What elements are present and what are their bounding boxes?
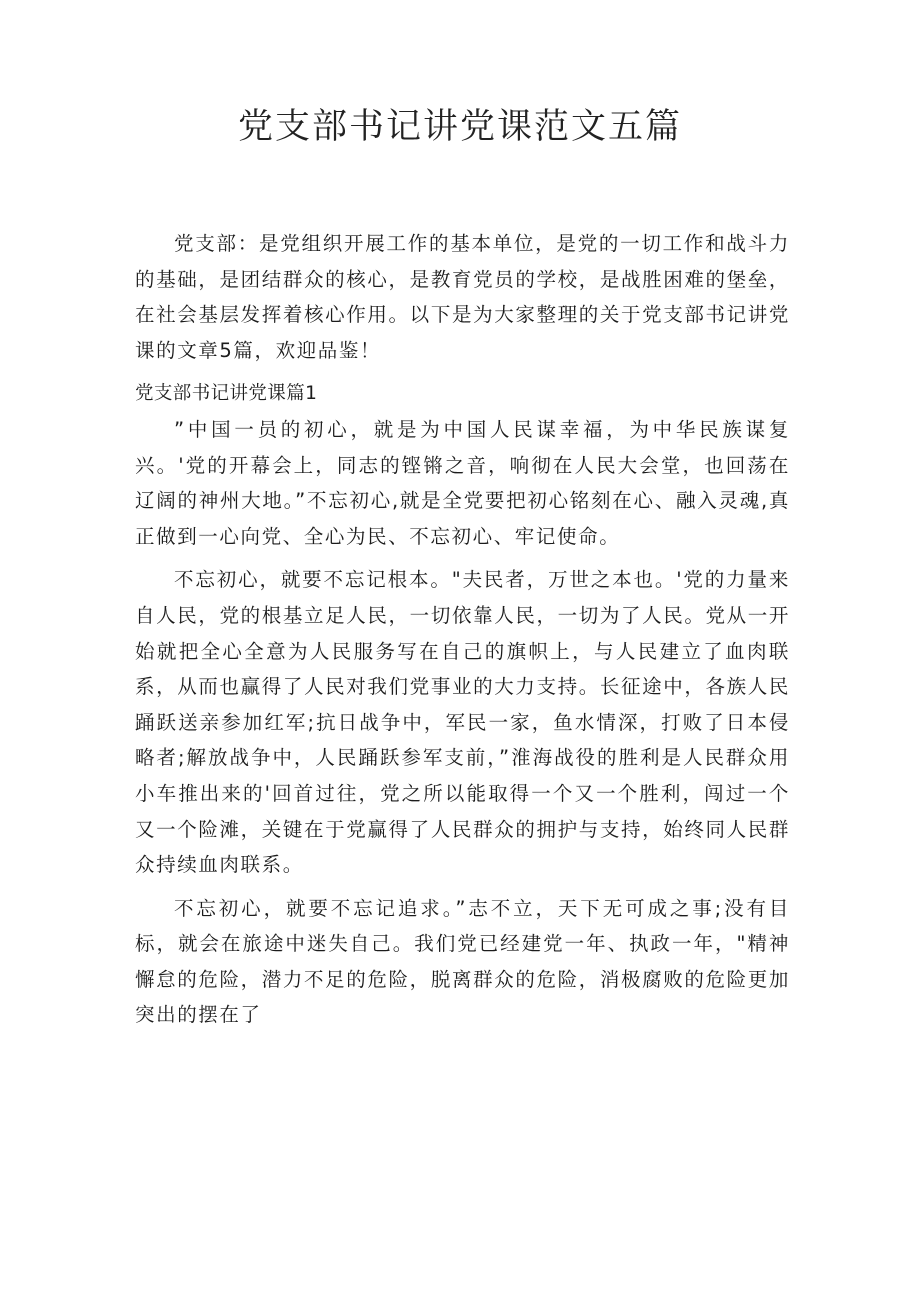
intro-paragraph: 党支部：是党组织开展工作的基本单位，是党的一切工作和战斗力的基础，是团结群众的核心，是教育党员的学校，是战胜困难的堡垒，在社会基层发挥着核心作用。以下是为大家整理的关于党支部书记讲党课的文章5篇，欢迎品鉴！ bbox=[135, 232, 790, 362]
body-paragraph-1: ”中国一员的初心，就是为中国人民谋幸福，为中华民族谋复兴。'党的开幕会上，同志的铿锵之音，响彻在人民大会堂，也回荡在辽阔的神州大地。”不忘初心,就是全党要把初心铭刻在心、融入灵魂,真正做到一心向党、全心为民、不忘初心、牢记使命。 bbox=[135, 417, 790, 548]
document-body bbox=[135, 226, 790, 1033]
body-paragraph-2: 不忘初心，就要不忘记根本。"夫民者，万世之本也。'党的力量来自人民，党的根基立足人民，一切依靠人民，一切为了人民。党从一开始就把全心全意为人民服务写在自己的旗帜上，与人民建立了血肉联系，从而也赢得了人民对我们党事业的大力支持。长征途中，各族人民踊跃送亲参加红军;抗日战争中，军民一家，鱼水情深，打败了日本侵略者;解放战争中，人民踊跃参军支前，”淮海战役的胜利是人民群众用小车推出来的'回首过往，党之所以能取得一个又一个胜利，闯过一个又一个险滩，关键在于党赢得了人民群众的拥护与支持，始终同人民群众持续血肉联系。 bbox=[135, 568, 790, 877]
document-title: 党支部书记讲党课范文五篇 bbox=[237, 107, 682, 147]
body-paragraph-3: 不忘初心，就要不忘记追求。”志不立，天下无可成之事;没有目标，就会在旅途中迷失自己。我们党已经建党一年、执政一年，"精神懈怠的危险，潜力不足的危险，脱离群众的危险，消极腐败的危险更加突出的摆在了 bbox=[135, 896, 790, 1027]
section-heading: 党支部书记讲党课篇1 bbox=[135, 383, 318, 405]
